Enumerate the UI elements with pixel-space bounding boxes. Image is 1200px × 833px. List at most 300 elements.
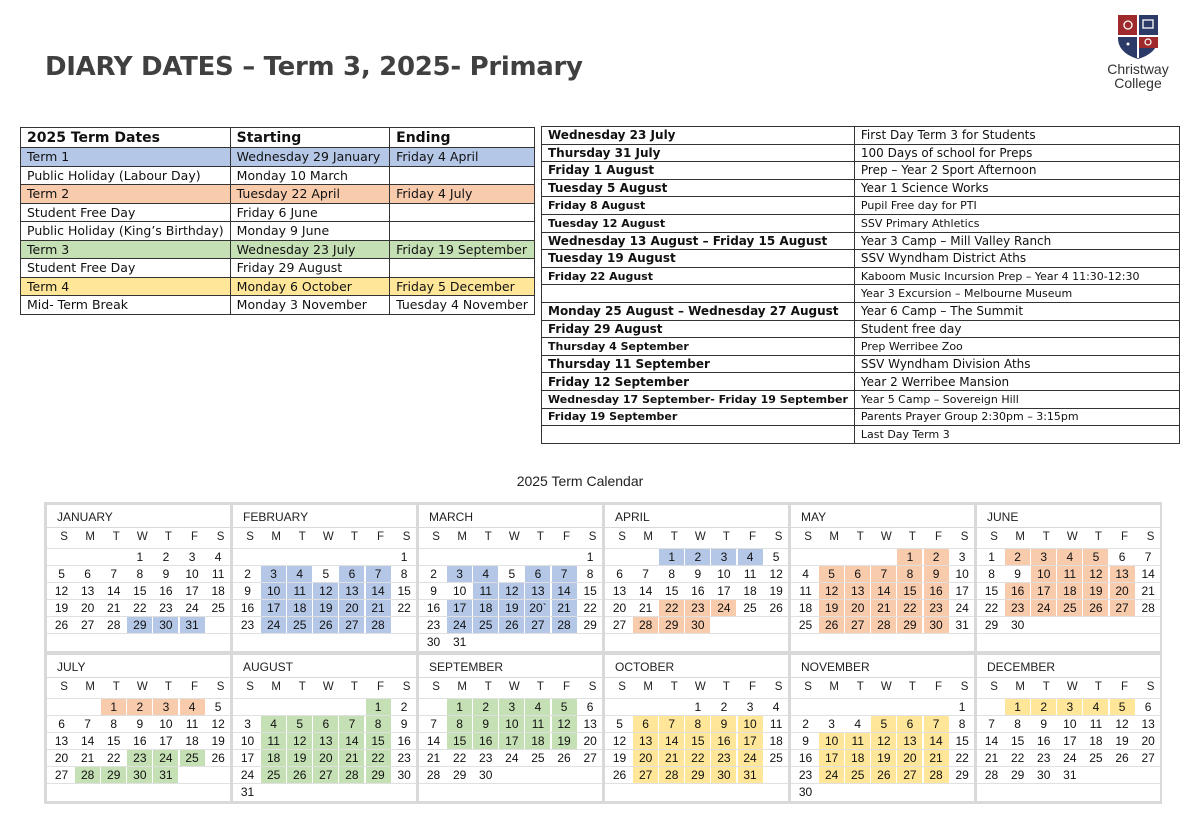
calendar-day: 18 [1089, 734, 1103, 748]
calendar-day: 2 [802, 717, 809, 731]
calendar-day: 20 [845, 600, 870, 616]
calendar-day: 13 [583, 717, 597, 731]
calendar-day: 14 [426, 734, 441, 748]
term-table-row [21, 259, 535, 278]
weekday-header: W [880, 531, 892, 543]
event-row [542, 232, 1180, 250]
school-logo [1098, 12, 1178, 90]
event-row [542, 127, 1180, 145]
calendar-day: 8 [988, 567, 995, 581]
calendar-day: 20 [633, 750, 658, 766]
calendar-day: 20 [80, 601, 95, 615]
event-row [542, 250, 1180, 268]
calendar-day: 1 [366, 699, 391, 715]
event-row [542, 267, 1180, 285]
calendar-day: 30 [426, 635, 441, 649]
weekday-header: S [774, 681, 783, 693]
weekday-header: S [804, 531, 812, 543]
month-name: JULY [47, 655, 230, 678]
weekday-header: S [618, 531, 626, 543]
weekday-header: S [402, 681, 411, 693]
calendar-day: 17 [819, 750, 844, 766]
calendar-day: 4 [854, 717, 862, 731]
calendar-day: 4 [473, 566, 498, 582]
weekday-header: S [618, 681, 626, 693]
calendar-day: 11 [769, 717, 783, 731]
calendar-day: 12 [769, 567, 783, 581]
calendar-day: 29 [452, 768, 467, 782]
calendar-day: 4 [1083, 699, 1108, 715]
term-name-cell: Term 4 [21, 277, 231, 296]
calendar-day: 13 [1141, 717, 1155, 731]
calendar-day: 26 [313, 617, 338, 633]
calendar-month [233, 505, 416, 651]
calendar-day: 26 [871, 767, 896, 783]
calendar-day: 9 [244, 584, 251, 598]
calendar-month [605, 655, 788, 801]
event-name-cell: Year 6 Camp – The Summit [854, 302, 1179, 320]
event-row [542, 426, 1180, 444]
weekday-header: S [246, 531, 254, 543]
calendar-day: 6 [633, 716, 658, 732]
calendar-day: 18 [798, 601, 813, 615]
calendar-day: 31 [955, 618, 969, 632]
event-name-cell: Prep Werribee Zoo [854, 338, 1179, 356]
weekday-header: T [1042, 681, 1050, 693]
calendar-day: 5 [552, 699, 577, 715]
term-name-cell: Public Holiday (King’s Birthday) [21, 222, 231, 241]
calendar-day: 7 [110, 567, 118, 581]
events-table [541, 126, 1180, 444]
weekday-header: W [322, 681, 334, 693]
calendar-day: 7 [871, 566, 896, 582]
calendar-day: 5 [772, 550, 780, 564]
calendar-day: 14 [871, 583, 896, 599]
calendar-day: 16 [397, 734, 411, 748]
calendar-day: 30 [685, 617, 710, 633]
calendar-day: 9 [802, 734, 809, 748]
calendar-day: 2 [430, 567, 437, 581]
calendar-day: 15 [133, 584, 147, 598]
calendar-day: 10 [159, 717, 173, 731]
calendar-day: 23 [711, 750, 736, 766]
weekday-header: T [164, 681, 172, 693]
logo-line-2: College [1114, 75, 1162, 91]
calendar-row-divider [419, 548, 602, 549]
weekday-header: S [774, 531, 783, 543]
calendar-day: 10 [717, 567, 731, 581]
month-name: SEPTEMBER [419, 655, 602, 678]
calendar-day: 16 [691, 584, 705, 598]
calendar-day: 18 [769, 734, 783, 748]
calendar-day: 10 [499, 716, 524, 732]
weekday-header: T [1094, 681, 1102, 693]
weekday-header: M [643, 681, 653, 693]
weekday-header: T [164, 531, 172, 543]
calendar-day: 1 [447, 699, 472, 715]
calendar-day: 4 [261, 716, 286, 732]
event-row [542, 162, 1180, 180]
month-name: OCTOBER [605, 655, 788, 678]
calendar-day: 11 [799, 584, 812, 598]
weekday-header: T [484, 531, 492, 543]
event-name-cell: Year 1 Science Works [854, 179, 1179, 197]
weekday-header: M [1015, 531, 1025, 543]
calendar-day: 21 [638, 601, 653, 615]
weekday-header: S [588, 531, 597, 543]
weekday-header: M [829, 681, 839, 693]
calendar-day: 28 [75, 767, 100, 783]
calendar-day: 8 [897, 566, 922, 582]
calendar-row-divider [233, 783, 416, 784]
calendar-day: 3 [828, 717, 835, 731]
calendar-day: 22 [452, 751, 467, 765]
term-end-cell [390, 203, 535, 222]
calendar-month [419, 655, 602, 801]
month-name: AUGUST [233, 655, 416, 678]
weekday-header: S [402, 531, 411, 543]
event-name-cell: SSV Primary Athletics [854, 214, 1179, 232]
calendar-day: 19 [769, 584, 783, 598]
calendar-month [233, 655, 416, 801]
calendar-day: 15 [107, 734, 121, 748]
calendar-day: 20` [525, 600, 550, 616]
calendar-day: 12 [499, 583, 524, 599]
calendar-day: 5 [214, 700, 222, 714]
calendar-day: 27 [897, 767, 922, 783]
calendar-day: 17 [717, 584, 731, 598]
term-name-cell: Student Free Day [21, 203, 231, 222]
calendar-day: 27 [633, 767, 658, 783]
calendar-day: 21 [426, 751, 441, 765]
weekday-header: W [1066, 681, 1078, 693]
calendar-day: 7 [1144, 550, 1152, 564]
calendar-day: 9 [430, 584, 437, 598]
event-date-cell [542, 426, 855, 444]
calendar-day: 7 [339, 716, 364, 732]
calendar-day: 10 [240, 734, 255, 748]
calendar-day: 17 [499, 733, 524, 749]
calendar-day: 3 [1057, 699, 1082, 715]
weekday-header: M [457, 681, 467, 693]
month-name: NOVEMBER [791, 655, 974, 678]
calendar-day: 7 [84, 717, 91, 731]
term-table-header-cell: Starting [230, 128, 389, 148]
calendar-day: 2 [685, 549, 710, 565]
event-date-cell: Wednesday 23 July [542, 127, 855, 145]
term-calendar [44, 502, 1162, 804]
term-dates-table [20, 127, 535, 315]
calendar-month [47, 505, 230, 651]
calendar-day: 1 [694, 700, 702, 714]
term-start-cell: Wednesday 29 January [230, 148, 389, 167]
calendar-day: 23 [1037, 751, 1051, 765]
calendar-day: 14 [659, 733, 684, 749]
calendar-day: 3 [958, 550, 966, 564]
calendar-day: 12 [819, 583, 844, 599]
weekday-header: S [60, 681, 68, 693]
term-start-cell: Monday 3 November [230, 296, 389, 315]
term-end-cell: Tuesday 4 November [390, 296, 535, 315]
calendar-day: 9 [473, 716, 498, 732]
calendar-day: 6 [1144, 700, 1152, 714]
calendar-day: 12 [612, 734, 627, 748]
event-date-cell: Wednesday 13 August – Friday 15 August [542, 232, 855, 250]
calendar-day: 24 [819, 767, 844, 783]
calendar-day: 15 [447, 733, 472, 749]
calendar-day: 21 [80, 751, 95, 765]
calendar-day: 9 [711, 716, 736, 732]
calendar-day: 4 [180, 699, 205, 715]
weekday-header: W [136, 681, 148, 693]
weekday-header: S [960, 681, 969, 693]
calendar-day: 23 [924, 600, 949, 616]
calendar-day: 30 [397, 768, 411, 782]
calendar-day: 13 [1110, 566, 1135, 582]
calendar-day: 22 [897, 600, 922, 616]
calendar-day: 23 [479, 751, 493, 765]
calendar-day: 16 [133, 734, 147, 748]
event-name-cell: Parents Prayer Group 2:30pm – 3:15pm [854, 408, 1179, 426]
calendar-day: 23 [159, 601, 173, 615]
calendar-day: 27 [54, 768, 69, 782]
page-title: DIARY DATES – Term 3, 2025- Primary [45, 52, 583, 82]
calendar-day: 12 [552, 716, 577, 732]
calendar-day: 18 [525, 733, 550, 749]
calendar-day: 28 [426, 768, 441, 782]
calendar-day: 22 [133, 601, 147, 615]
calendar-day: 30 [479, 768, 493, 782]
calendar-day: 8 [586, 567, 594, 581]
calendar-day: 13 [897, 733, 922, 749]
calendar-day: 2 [127, 699, 152, 715]
calendar-day: 23 [1005, 600, 1030, 616]
weekday-header: W [880, 681, 892, 693]
calendar-day: 20 [612, 601, 627, 615]
calendar-day: 18 [743, 584, 757, 598]
calendar-day: 19 [313, 600, 338, 616]
calendar-day: 22 [397, 601, 411, 615]
calendar-day: 5 [1110, 699, 1135, 715]
calendar-day: 25 [845, 767, 870, 783]
calendar-day: 8 [447, 716, 472, 732]
calendar-day: 14 [924, 733, 949, 749]
weekday-header: T [298, 681, 306, 693]
calendar-day: 17 [1031, 583, 1056, 599]
event-row [542, 179, 1180, 197]
calendar-day: 10 [955, 567, 969, 581]
calendar-day: 18 [185, 734, 199, 748]
term-table-row [21, 203, 535, 222]
calendar-row-divider [47, 633, 230, 634]
weekday-header: M [829, 531, 839, 543]
term-end-cell [390, 166, 535, 185]
calendar-day: 17 [447, 600, 472, 616]
event-date-cell: Tuesday 12 August [542, 214, 855, 232]
event-name-cell: Kaboom Music Incursion Prep – Year 4 11:30-12:30 [854, 267, 1179, 285]
calendar-day: 20 [583, 734, 597, 748]
calendar-day: 22 [955, 751, 969, 765]
event-name-cell: Year 5 Camp – Sovereign Hill [854, 390, 1179, 408]
calendar-day: 22 [1010, 751, 1025, 765]
calendar-day: 8 [685, 716, 710, 732]
calendar-day: 23 [426, 618, 441, 632]
term-end-cell: Friday 19 September [390, 240, 535, 259]
weekday-header: W [508, 531, 520, 543]
weekday-header: S [60, 531, 68, 543]
calendar-day: 24 [153, 750, 178, 766]
calendar-day: 8 [958, 717, 966, 731]
weekday-header: W [136, 531, 148, 543]
event-name-cell: Student free day [854, 320, 1179, 338]
calendar-day: 27 [313, 767, 338, 783]
calendar-day: 27 [1110, 600, 1135, 616]
event-date-cell: Wednesday 17 September- Friday 19 September [542, 390, 855, 408]
term-name-cell: Mid- Term Break [21, 296, 231, 315]
calendar-day: 14 [984, 734, 999, 748]
calendar-day: 21 [659, 750, 684, 766]
calendar-day: 15 [955, 734, 969, 748]
calendar-day: 10 [819, 733, 844, 749]
term-name-cell: Student Free Day [21, 259, 231, 278]
event-row [542, 408, 1180, 426]
month-name: APRIL [605, 505, 788, 528]
calendar-day: 9 [924, 566, 949, 582]
calendar-day: 30 [127, 767, 152, 783]
calendar-day: 21 [366, 600, 391, 616]
weekday-header: T [722, 531, 730, 543]
calendar-day: 16 [1037, 734, 1051, 748]
event-date-cell: Friday 19 September [542, 408, 855, 426]
calendar-day: 15 [583, 584, 597, 598]
term-table-row [21, 148, 535, 167]
weekday-header: S [432, 531, 440, 543]
calendar-month [791, 505, 974, 651]
calendar-day: 24 [738, 750, 763, 766]
calendar-day: 17 [261, 600, 286, 616]
weekday-header: F [935, 531, 943, 543]
calendar-day: 20 [897, 750, 922, 766]
event-name-cell: Year 3 Camp – Mill Valley Ranch [854, 232, 1179, 250]
calendar-day: 24 [1063, 751, 1077, 765]
calendar-day: 2 [1031, 699, 1056, 715]
calendar-day: 6 [586, 700, 594, 714]
calendar-day: 25 [531, 751, 545, 765]
calendar-day: 11 [743, 567, 757, 581]
calendar-day: 28 [924, 767, 949, 783]
weekday-header: W [508, 681, 520, 693]
calendar-day: 23 [685, 600, 710, 616]
weekday-header: W [1066, 531, 1078, 543]
calendar-day: 11 [1057, 566, 1082, 582]
calendar-day: 29 [685, 767, 710, 783]
calendar-day: 6 [1118, 550, 1126, 564]
term-start-cell: Friday 29 August [230, 259, 389, 278]
calendar-day: 24 [1031, 600, 1056, 616]
calendar-day: 21 [871, 600, 896, 616]
calendar-day: 24 [185, 601, 199, 615]
calendar-day: 24 [505, 751, 519, 765]
calendar-day: 24 [711, 600, 736, 616]
weekday-header: M [85, 531, 95, 543]
calendar-row-divider [791, 783, 974, 784]
calendar-day: 13 [339, 583, 364, 599]
calendar-day: 28 [552, 617, 577, 633]
calendar-day: 22 [366, 750, 391, 766]
calendar-day: 9 [1014, 567, 1021, 581]
calendar-day: 6 [845, 566, 870, 582]
calendar-day: 16 [1005, 583, 1030, 599]
calendar-row-divider [977, 633, 1160, 634]
event-name-cell: Year 2 Werribee Mansion [854, 373, 1179, 391]
calendar-day: 25 [287, 617, 312, 633]
calendar-day: 3 [261, 566, 286, 582]
event-row [542, 144, 1180, 162]
weekday-header: S [990, 531, 998, 543]
calendar-day: 23 [127, 750, 152, 766]
calendar-day: 7 [988, 717, 995, 731]
calendar-row-divider [605, 783, 788, 784]
calendar-day: 16 [924, 583, 949, 599]
term-table-row [21, 166, 535, 185]
weekday-header: T [722, 681, 730, 693]
weekday-header: F [377, 531, 385, 543]
weekday-header: T [112, 531, 120, 543]
calendar-day: 4 [1057, 549, 1082, 565]
calendar-day: 19 [819, 600, 844, 616]
calendar-day: 2 [162, 550, 170, 564]
calendar-day: 10 [1063, 717, 1077, 731]
calendar-day: 17 [159, 734, 173, 748]
event-row [542, 285, 1180, 303]
calendar-day: 4 [525, 699, 550, 715]
calendar-day: 5 [287, 716, 312, 732]
calendar-day: 30 [1010, 618, 1025, 632]
term-start-cell: Monday 9 June [230, 222, 389, 241]
calendar-day: 25 [1057, 600, 1082, 616]
calendar-day: 13 [525, 583, 550, 599]
month-name: JUNE [977, 505, 1160, 528]
weekday-header: T [536, 681, 544, 693]
weekday-header: T [856, 531, 864, 543]
calendar-day: 24 [261, 617, 286, 633]
calendar-day: 26 [54, 618, 69, 632]
calendar-day: 13 [633, 733, 658, 749]
calendar-day: 24 [955, 601, 969, 615]
weekday-header: T [1094, 531, 1102, 543]
weekday-header: T [484, 681, 492, 693]
calendar-day: 6 [313, 716, 338, 732]
weekday-header: T [298, 531, 306, 543]
calendar-day: 16 [798, 751, 813, 765]
calendar-day: 29 [897, 617, 922, 633]
weekday-header: T [350, 531, 358, 543]
term-start-cell: Tuesday 22 April [230, 185, 389, 204]
calendar-day: 11 [287, 583, 312, 599]
event-name-cell: Prep – Year 2 Sport Afternoon [854, 162, 1179, 180]
shield-icon [1113, 12, 1163, 60]
event-row [542, 214, 1180, 232]
calendar-day: 11 [845, 733, 870, 749]
calendar-day: 17 [955, 584, 969, 598]
calendar-day: 31 [180, 617, 205, 633]
calendar-day: 31 [240, 785, 255, 799]
calendar-day: 1 [101, 699, 126, 715]
event-name-cell: Year 3 Excursion – Melbourne Museum [854, 285, 1179, 303]
calendar-row-divider [791, 633, 974, 634]
calendar-day: 30 [711, 767, 736, 783]
calendar-day: 2 [720, 700, 728, 714]
